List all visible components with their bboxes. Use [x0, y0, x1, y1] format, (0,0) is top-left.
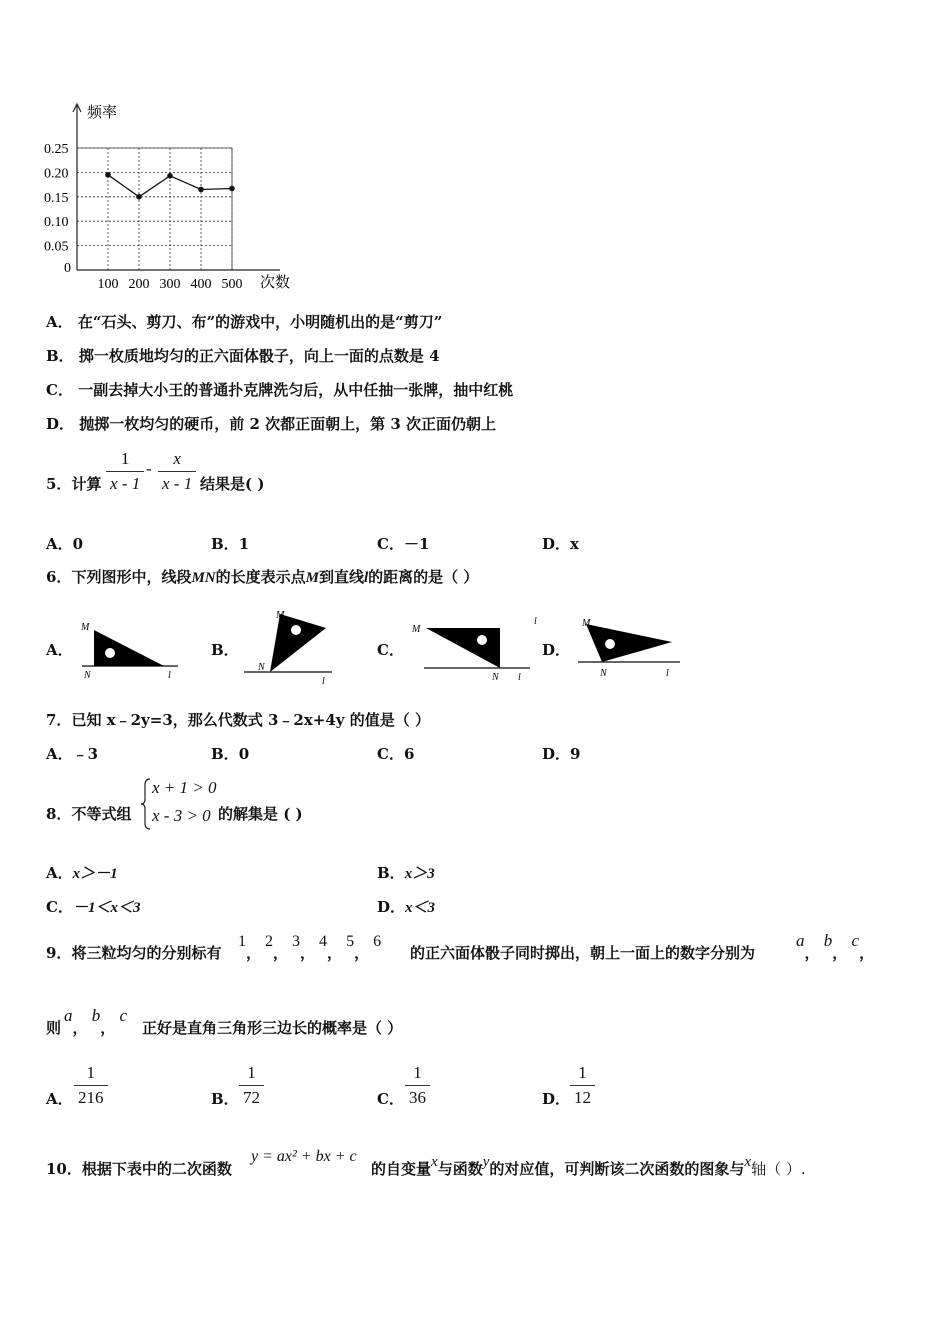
var-a: a: [64, 1006, 73, 1025]
label-l-top: l: [534, 616, 537, 627]
fraction-bar: [570, 1085, 595, 1086]
number-1: 1: [238, 933, 246, 950]
q9-option-c-letter: C．: [377, 1090, 404, 1108]
fraction-denominator: x - 1: [110, 474, 141, 493]
q6-option-b-letter: B．: [211, 641, 239, 659]
option-letter: C．: [46, 381, 73, 399]
ruler-hole: [477, 635, 487, 645]
comma: ，: [832, 946, 848, 962]
q9-text-c: 正好是直角三角形三边长的概率是（ ）: [142, 1019, 403, 1037]
q9-numbers: [238, 930, 382, 962]
q7-text: 已知 x﹣2y=3，那么代数式 3﹣2x+4y 的值是（ ）: [71, 711, 430, 729]
label-l: l: [518, 672, 521, 682]
option-letter: D．: [377, 898, 406, 916]
comma: ，: [859, 946, 875, 962]
option-letter: A．: [46, 313, 73, 331]
option-text: 6: [403, 745, 415, 763]
q6-option-c-figure: [408, 614, 538, 682]
chart-grid: [77, 148, 232, 270]
number-6: 6: [373, 933, 382, 950]
y-tick-label: 0.05: [44, 239, 69, 255]
x-tick-label: 400: [190, 277, 212, 292]
option-text: 9: [570, 745, 581, 763]
q6-segment-mn: MN: [191, 570, 216, 586]
q8-inequality-1: x + 1 > 0: [152, 778, 217, 797]
q10-formula: y = ax² + bx + c: [251, 1148, 357, 1165]
option-letter: C．: [377, 745, 404, 763]
number-2: 2: [265, 933, 274, 950]
option-letter: B．: [211, 535, 239, 553]
option-letter: B．: [211, 745, 239, 763]
x-tick-label: 300: [159, 277, 181, 292]
option-text: x＞3: [404, 866, 435, 882]
ruler-hole: [105, 648, 115, 658]
fraction-numerator: 1: [578, 1063, 587, 1082]
option-letter: C．: [377, 535, 404, 553]
q9-option-b-letter: B．: [211, 1090, 239, 1108]
q4-option-b: [46, 345, 440, 366]
q8-brace: [140, 777, 152, 831]
var-x: x: [744, 1154, 752, 1170]
q6-stem: [46, 566, 478, 587]
q9-option-d-fraction: [570, 1063, 595, 1108]
var-a: a: [796, 931, 805, 950]
q9-abc-line-2: [64, 1005, 128, 1037]
q5-minus: -: [146, 459, 152, 478]
comma: ，: [354, 946, 370, 962]
option-text: x＜3: [405, 900, 436, 916]
q8-option-c: [46, 896, 140, 917]
triangle-ruler: [270, 614, 326, 672]
var-c: c: [851, 931, 860, 950]
label-n: N: [600, 668, 607, 679]
fraction-denominator: 72: [243, 1088, 260, 1107]
data-point: [105, 172, 111, 178]
comma: ，: [72, 1021, 88, 1037]
option-text: 0: [72, 535, 84, 553]
triangle-ruler: [426, 628, 500, 668]
q5-suffix: 结果是( ): [200, 475, 265, 493]
label-l: l: [168, 670, 171, 680]
label-m: M: [81, 622, 90, 633]
question-number: 10．: [46, 1160, 82, 1178]
label-l: l: [322, 676, 325, 686]
number-3: 3: [292, 933, 301, 950]
option-text: 0: [238, 745, 250, 763]
q6-option-d-figure: [572, 614, 692, 680]
q10-stem: [46, 1158, 232, 1179]
q7-option-a: [46, 743, 98, 764]
var-y: y: [482, 1154, 490, 1170]
q9-text-a: 将三粒均匀的分别标有: [71, 944, 222, 962]
option-text: －1: [403, 535, 430, 553]
q6-option-d-letter: D．: [542, 641, 571, 659]
label-n: N: [258, 662, 265, 673]
triangle-ruler: [94, 630, 164, 666]
data-point: [198, 187, 204, 193]
chart-axes: [73, 104, 280, 270]
q8-prefix: [46, 803, 131, 824]
x-tick-label: 100: [97, 277, 119, 292]
label-l: l: [666, 668, 669, 679]
number-4: 4: [319, 933, 328, 950]
fraction-numerator: 1: [86, 1063, 95, 1082]
var-x: x: [431, 1154, 438, 1170]
var-b: b: [91, 1006, 101, 1025]
q8-inequality-2: x - 3 > 0: [152, 806, 211, 825]
y-tick-label: 0.25: [44, 142, 69, 157]
option-letter: B．: [377, 864, 405, 882]
q8-option-a: [46, 862, 118, 883]
fraction-bar: [106, 471, 144, 472]
comma: ，: [100, 1021, 116, 1037]
q10-text-e: 轴（ ）.: [751, 1160, 806, 1178]
option-text: －1＜x＜3: [72, 900, 141, 916]
question-number: 9．: [46, 944, 72, 962]
q6-option-a-letter: A．: [46, 641, 73, 659]
option-text: x: [570, 535, 579, 553]
var-b: b: [823, 931, 833, 950]
q9-option-c-fraction: [405, 1063, 430, 1108]
q8-suffix: 的解集是 ( ): [218, 805, 303, 823]
q9-option-a-letter: A．: [46, 1090, 73, 1108]
label-m: M: [582, 618, 591, 629]
option-letter: D．: [46, 415, 75, 433]
x-tick-label: 200: [128, 277, 150, 292]
option-letter: D．: [542, 535, 571, 553]
fraction-numerator: 1: [247, 1063, 256, 1082]
option-letter: C．: [46, 898, 73, 916]
q6-option-c-letter: C．: [377, 641, 404, 659]
q8-prefix-text: 不等式组: [71, 805, 132, 823]
q10-text-a: 根据下表中的二次函数: [81, 1160, 232, 1178]
q9-abc-line-1: [796, 930, 875, 962]
triangle-ruler: [586, 624, 672, 662]
x-tick-label: 500: [221, 277, 243, 292]
q5-option-b: [211, 533, 249, 554]
q7-option-b: [211, 743, 249, 764]
q4-option-d: [46, 413, 496, 434]
fraction-denominator: 216: [78, 1088, 104, 1107]
label-m: M: [276, 610, 285, 621]
option-text: 掷一枚质地均匀的正六面体骰子，向上一面的点数是 4: [78, 347, 440, 365]
q10-text-c: 与函数: [437, 1160, 483, 1178]
q9-option-b-fraction: [239, 1063, 264, 1108]
comma: ，: [804, 946, 820, 962]
fraction-denominator: 36: [409, 1088, 426, 1107]
option-letter: D．: [542, 745, 571, 763]
y-tick-label: 0: [64, 261, 71, 276]
question-number: 6．: [46, 568, 72, 586]
q5-option-c: [377, 533, 429, 554]
chart-x-axis-label: 次数: [260, 275, 291, 291]
q10-text-d: 的对应值，可判断该二次函数的图象与: [489, 1160, 745, 1178]
chart-y-axis-label: 频率: [87, 105, 118, 121]
fraction-numerator: 1: [120, 449, 130, 468]
q9-text-b: 的正六面体骰子同时掷出，朝上一面上的数字分别为: [410, 944, 756, 962]
comma: ，: [300, 946, 316, 962]
q9-option-a-fraction: [74, 1063, 108, 1108]
q6-option-a-figure: [78, 618, 188, 680]
ruler-hole: [291, 625, 301, 635]
option-letter: B．: [46, 347, 74, 365]
option-text: 在“石头、剪刀、布”的游戏中，小明随机出的是“剪刀”: [77, 313, 443, 331]
data-point: [167, 173, 173, 179]
option-letter: A．: [46, 535, 73, 553]
q6-text-c: 到直线: [318, 568, 364, 586]
q5-fraction-1: [106, 449, 144, 494]
comma: ，: [273, 946, 289, 962]
fraction-numerator: 1: [413, 1063, 422, 1082]
option-letter: A．: [46, 864, 73, 882]
q6-line-l: l: [364, 570, 369, 586]
q5-option-d: [542, 533, 579, 554]
label-n: N: [84, 670, 91, 680]
q9-stem-line-1: [46, 942, 221, 963]
question-number: 5．: [46, 475, 72, 493]
q6-text-a: 下列图形中，线段: [71, 568, 192, 586]
option-text: 抛掷一枚均匀的硬币，前 2 次都正面朝上，第 3 次正面仍朝上: [79, 415, 497, 433]
option-text: ﹣3: [72, 745, 99, 763]
fraction-bar: [74, 1085, 108, 1086]
q5-option-a: [46, 533, 83, 554]
fraction-bar: [158, 471, 196, 472]
data-point: [136, 194, 142, 200]
number-5: 5: [346, 933, 355, 950]
q6-text-d: 的距离的是（ ）: [368, 568, 479, 586]
fraction-bar: [239, 1085, 264, 1086]
question-number: 7．: [46, 711, 72, 729]
q9-option-d-letter: D．: [542, 1090, 571, 1108]
y-tick-label: 0.10: [44, 215, 69, 231]
q7-option-c: [377, 743, 414, 764]
q5-fraction-2: [158, 449, 196, 494]
ruler-hole: [605, 639, 615, 649]
q8-option-d: [377, 896, 435, 917]
label-m: M: [412, 624, 421, 635]
fraction-bar: [405, 1085, 430, 1086]
q7-option-d: [542, 743, 580, 764]
q6-text-b: 的长度表示点: [215, 568, 306, 586]
fraction-denominator: 12: [574, 1088, 591, 1107]
y-tick-label: 0.20: [44, 166, 69, 182]
option-text: x＞－1: [72, 866, 118, 882]
q4-option-a: [46, 311, 442, 332]
q6-option-b-figure: [240, 608, 340, 686]
data-point: [229, 186, 235, 192]
q5-prefix: [46, 473, 101, 494]
comma: ，: [246, 946, 262, 962]
option-text: 一副去掉大小王的普通扑克牌洗匀后，从中任抽一张牌，抽中红桃: [78, 381, 514, 399]
fraction-numerator: x: [173, 449, 181, 468]
frequency-line-chart: [30, 95, 310, 295]
q8-option-b: [377, 862, 435, 883]
option-text: 1: [238, 535, 250, 553]
label-n: N: [492, 672, 499, 682]
q7-stem: [46, 709, 430, 730]
y-tick-label: 0.15: [44, 190, 69, 206]
fraction-denominator: x - 1: [162, 474, 193, 493]
q9-then: 则: [46, 1019, 62, 1037]
q10-text-b: [371, 1154, 806, 1179]
q6-point-m: M: [305, 570, 319, 586]
q4-option-c: [46, 379, 513, 400]
var-c: c: [119, 1006, 128, 1025]
comma: ，: [327, 946, 343, 962]
q5-prefix-text: 计算: [71, 475, 102, 493]
question-number: 8．: [46, 805, 72, 823]
q10-text-b-label: 的自变量: [371, 1160, 432, 1178]
option-letter: A．: [46, 745, 73, 763]
